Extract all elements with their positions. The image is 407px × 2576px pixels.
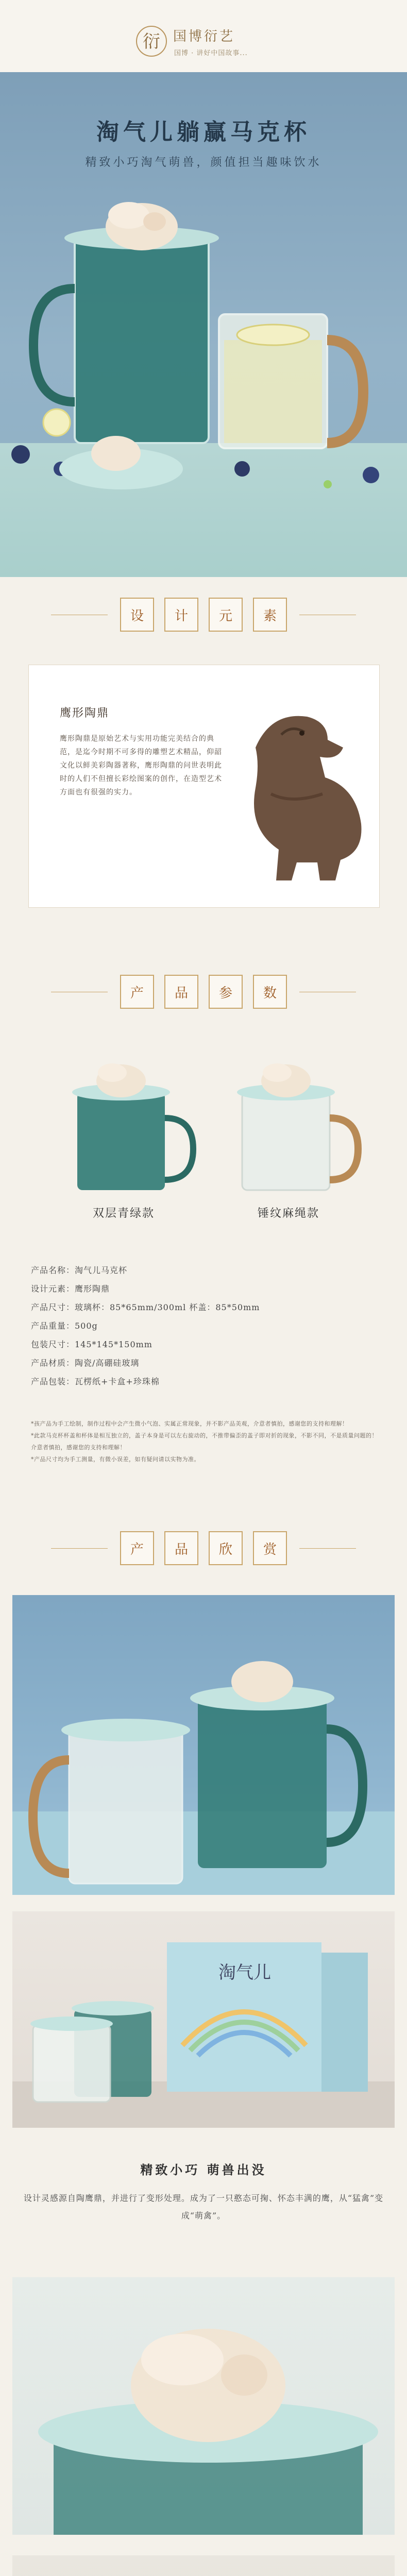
craft-description: 设计灵感源自陶鹰鼎，并进行了变形处理。成为了一只憨态可掬、怀态丰满的鹰，从“猛禽”变成“萌禽”。	[23, 2193, 384, 2221]
brand-slogan: 国博 · 讲好中国故事...	[174, 49, 248, 57]
spec-row: 产品包装：瓦楞纸+卡盒+珍珠棉	[31, 1377, 160, 1386]
hero-subtitle: 精致小巧淘气萌兽，颜值担当趣味饮水	[85, 156, 322, 169]
product-photo-lid-in-hands	[12, 2555, 395, 2576]
craft-title: 精致小巧 萌兽出没	[140, 2162, 267, 2177]
product-photo-two-mugs	[12, 1595, 395, 1895]
hero-title: 淘气儿躺赢马克杯	[96, 119, 311, 145]
hammered-mug-image	[211, 1041, 366, 1195]
brand-name: 国博衍艺	[173, 29, 235, 44]
product-photo-with-box	[12, 1911, 395, 2128]
green-mug-image	[46, 1041, 201, 1195]
spec-row: 包装尺寸：145*145*150mm	[31, 1340, 152, 1349]
note-text: *产品尺寸均为手工测量，有微小误差，如有疑问请以实物为准。	[31, 1456, 200, 1463]
spec-row: 产品尺寸：玻璃杯：85*65mm/300ml 杯盖：85*50mm	[31, 1302, 260, 1312]
gift-box-label: 淘气儿	[218, 1962, 271, 1983]
heading-char: 数	[253, 975, 287, 1009]
design-element-title: 鹰形陶鼎	[60, 707, 110, 720]
heading-char: 元	[209, 598, 243, 632]
brand-header	[0, 0, 407, 72]
variant-label: 双层青绿款	[92, 1207, 155, 1220]
hero-banner	[0, 72, 407, 577]
heading-char: 产	[120, 975, 154, 1009]
heading-char: 品	[164, 1531, 198, 1565]
heading-char: 欣	[209, 1531, 243, 1565]
heading-char: 素	[253, 598, 287, 632]
heading-char: 赏	[253, 1531, 287, 1565]
spec-row: 设计元素：鹰形陶鼎	[31, 1284, 110, 1294]
lid-closeup-photo	[12, 2277, 395, 2535]
variant-hammered-rope	[211, 1041, 366, 1220]
note-text: *孩产品为手工绘制，制作过程中会产生微小气泡、实属正常现象，并不影产品美观，介意者慎拍，感谢您的支持和理解！	[31, 1420, 348, 1427]
spec-row: 产品名称：淘气儿马克杯	[31, 1265, 128, 1275]
hero-mugs-illustration	[0, 72, 407, 577]
eagle-tripod-artifact-image	[225, 686, 369, 887]
brand-logo-glyph: 衍	[143, 31, 160, 52]
brand-logo-icon	[135, 25, 168, 58]
variant-label: 锤纹麻绳款	[257, 1207, 319, 1220]
design-section-heading	[0, 591, 407, 638]
lid-in-hands-photo	[12, 2555, 395, 2576]
spec-list	[31, 1261, 381, 1391]
heading-char: 产	[120, 1531, 154, 1565]
heading-char: 参	[209, 975, 243, 1009]
note-text: *此款马克杯杯盖和杯体是相互独立的，盖子本身是可以左右旋动的，不推带偏歪的盖子即对折的现象，不影不同，不是质量问题的！	[31, 1432, 378, 1439]
note-text: 介意者慎拍，感谢您的支持和理解！	[31, 1444, 126, 1451]
variant-green-double-layer	[46, 1041, 201, 1220]
spec-row: 产品重量：500g	[31, 1321, 98, 1331]
heading-char: 设	[120, 598, 154, 632]
heading-rule-right	[299, 1548, 356, 1549]
spec-row: 产品材质：陶瓷/高硼硅玻璃	[31, 1358, 140, 1368]
product-variants	[0, 1041, 407, 1236]
design-element-text: 鹰形陶鼎是原始艺术与实用功能完美结合的典范，是迄今时期不可多得的雕塑艺术精品，仰韶文化以鲜美彩陶器著称，鹰形陶鼎的问世表明此时的人们不但擅长彩绘图案的创作，在造型艺术方面也有很强的实力。	[60, 735, 222, 796]
design-element-card	[28, 665, 380, 908]
product-photo-closeup-lid	[12, 2277, 395, 2535]
notes-list	[31, 1418, 386, 1465]
appreciation-section-heading	[0, 1525, 407, 1571]
heading-char: 品	[164, 975, 198, 1009]
heading-rule-left	[51, 1548, 108, 1549]
mugs-and-gift-box-photo	[12, 1911, 395, 2128]
two-mugs-photo	[12, 1595, 395, 1895]
heading-char: 计	[164, 598, 198, 632]
params-section-heading	[0, 969, 407, 1015]
